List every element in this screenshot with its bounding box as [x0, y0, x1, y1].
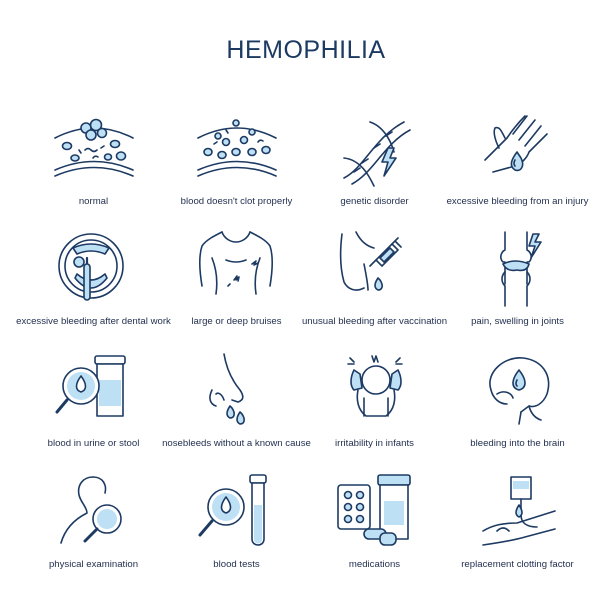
icon-card-medications [298, 471, 451, 592]
icon-card-normal [17, 108, 170, 229]
person-magnifier-icon [53, 471, 135, 553]
icon-card-genetic-disorder [298, 108, 451, 229]
icon-card-physical-exam [17, 471, 170, 592]
icon-card-blood-tests [160, 471, 313, 592]
icon-label: bleeding into the brain [470, 438, 565, 449]
icon-card-brain-bleeding [441, 350, 594, 471]
icon-label: pain, swelling in joints [471, 316, 564, 327]
icon-label: irritability in infants [335, 438, 414, 449]
icon-card-vaccination [298, 228, 451, 349]
icon-label: nosebleeds without a known cause [162, 438, 311, 449]
page-title: HEMOPHILIA [226, 36, 386, 64]
knee-joint-icon [477, 228, 559, 310]
crying-infant-icon [334, 350, 416, 432]
brain-drop-icon [477, 350, 559, 432]
skin-cells-dispersed-icon [196, 108, 278, 190]
bruised-torso-icon [196, 228, 278, 310]
icon-card-urine-stool [17, 350, 170, 471]
sample-cup-icon [53, 350, 135, 432]
test-tube-icon [196, 471, 278, 553]
iv-drip-icon [477, 471, 559, 553]
icon-card-dental-bleeding [17, 228, 170, 349]
skin-cells-icon [53, 108, 135, 190]
icon-label: blood in urine or stool [47, 438, 140, 449]
icon-card-bleeding-injury [441, 108, 594, 229]
icon-label: physical examination [48, 559, 139, 570]
icon-label: excessive bleeding after dental work [16, 316, 171, 327]
icon-label: replacement clotting factor [461, 559, 574, 570]
icon-label: genetic disorder [340, 196, 409, 207]
icon-label: blood doesn't clot properly [180, 196, 293, 207]
icon-label: excessive bleeding from an injury [446, 196, 589, 207]
icon-label: large or deep bruises [191, 316, 282, 327]
dna-icon [334, 108, 416, 190]
icon-label: normal [78, 196, 109, 207]
bleeding-hand-icon [477, 108, 559, 190]
icon-card-clotting-factor [441, 471, 594, 592]
icon-label: blood tests [213, 559, 260, 570]
pills-bottle-icon [334, 471, 416, 553]
nose-drops-icon [196, 350, 278, 432]
vaccination-icon [334, 228, 416, 310]
open-mouth-icon [53, 228, 135, 310]
icon-label: medications [348, 559, 401, 570]
icon-card-blood-doesnt-clot [160, 108, 313, 229]
icon-card-nosebleeds [160, 350, 313, 471]
icon-card-bruises [160, 228, 313, 349]
icon-card-irritability [298, 350, 451, 471]
icon-label: unusual bleeding after vaccination [301, 316, 448, 327]
icon-card-joint-pain [441, 228, 594, 349]
